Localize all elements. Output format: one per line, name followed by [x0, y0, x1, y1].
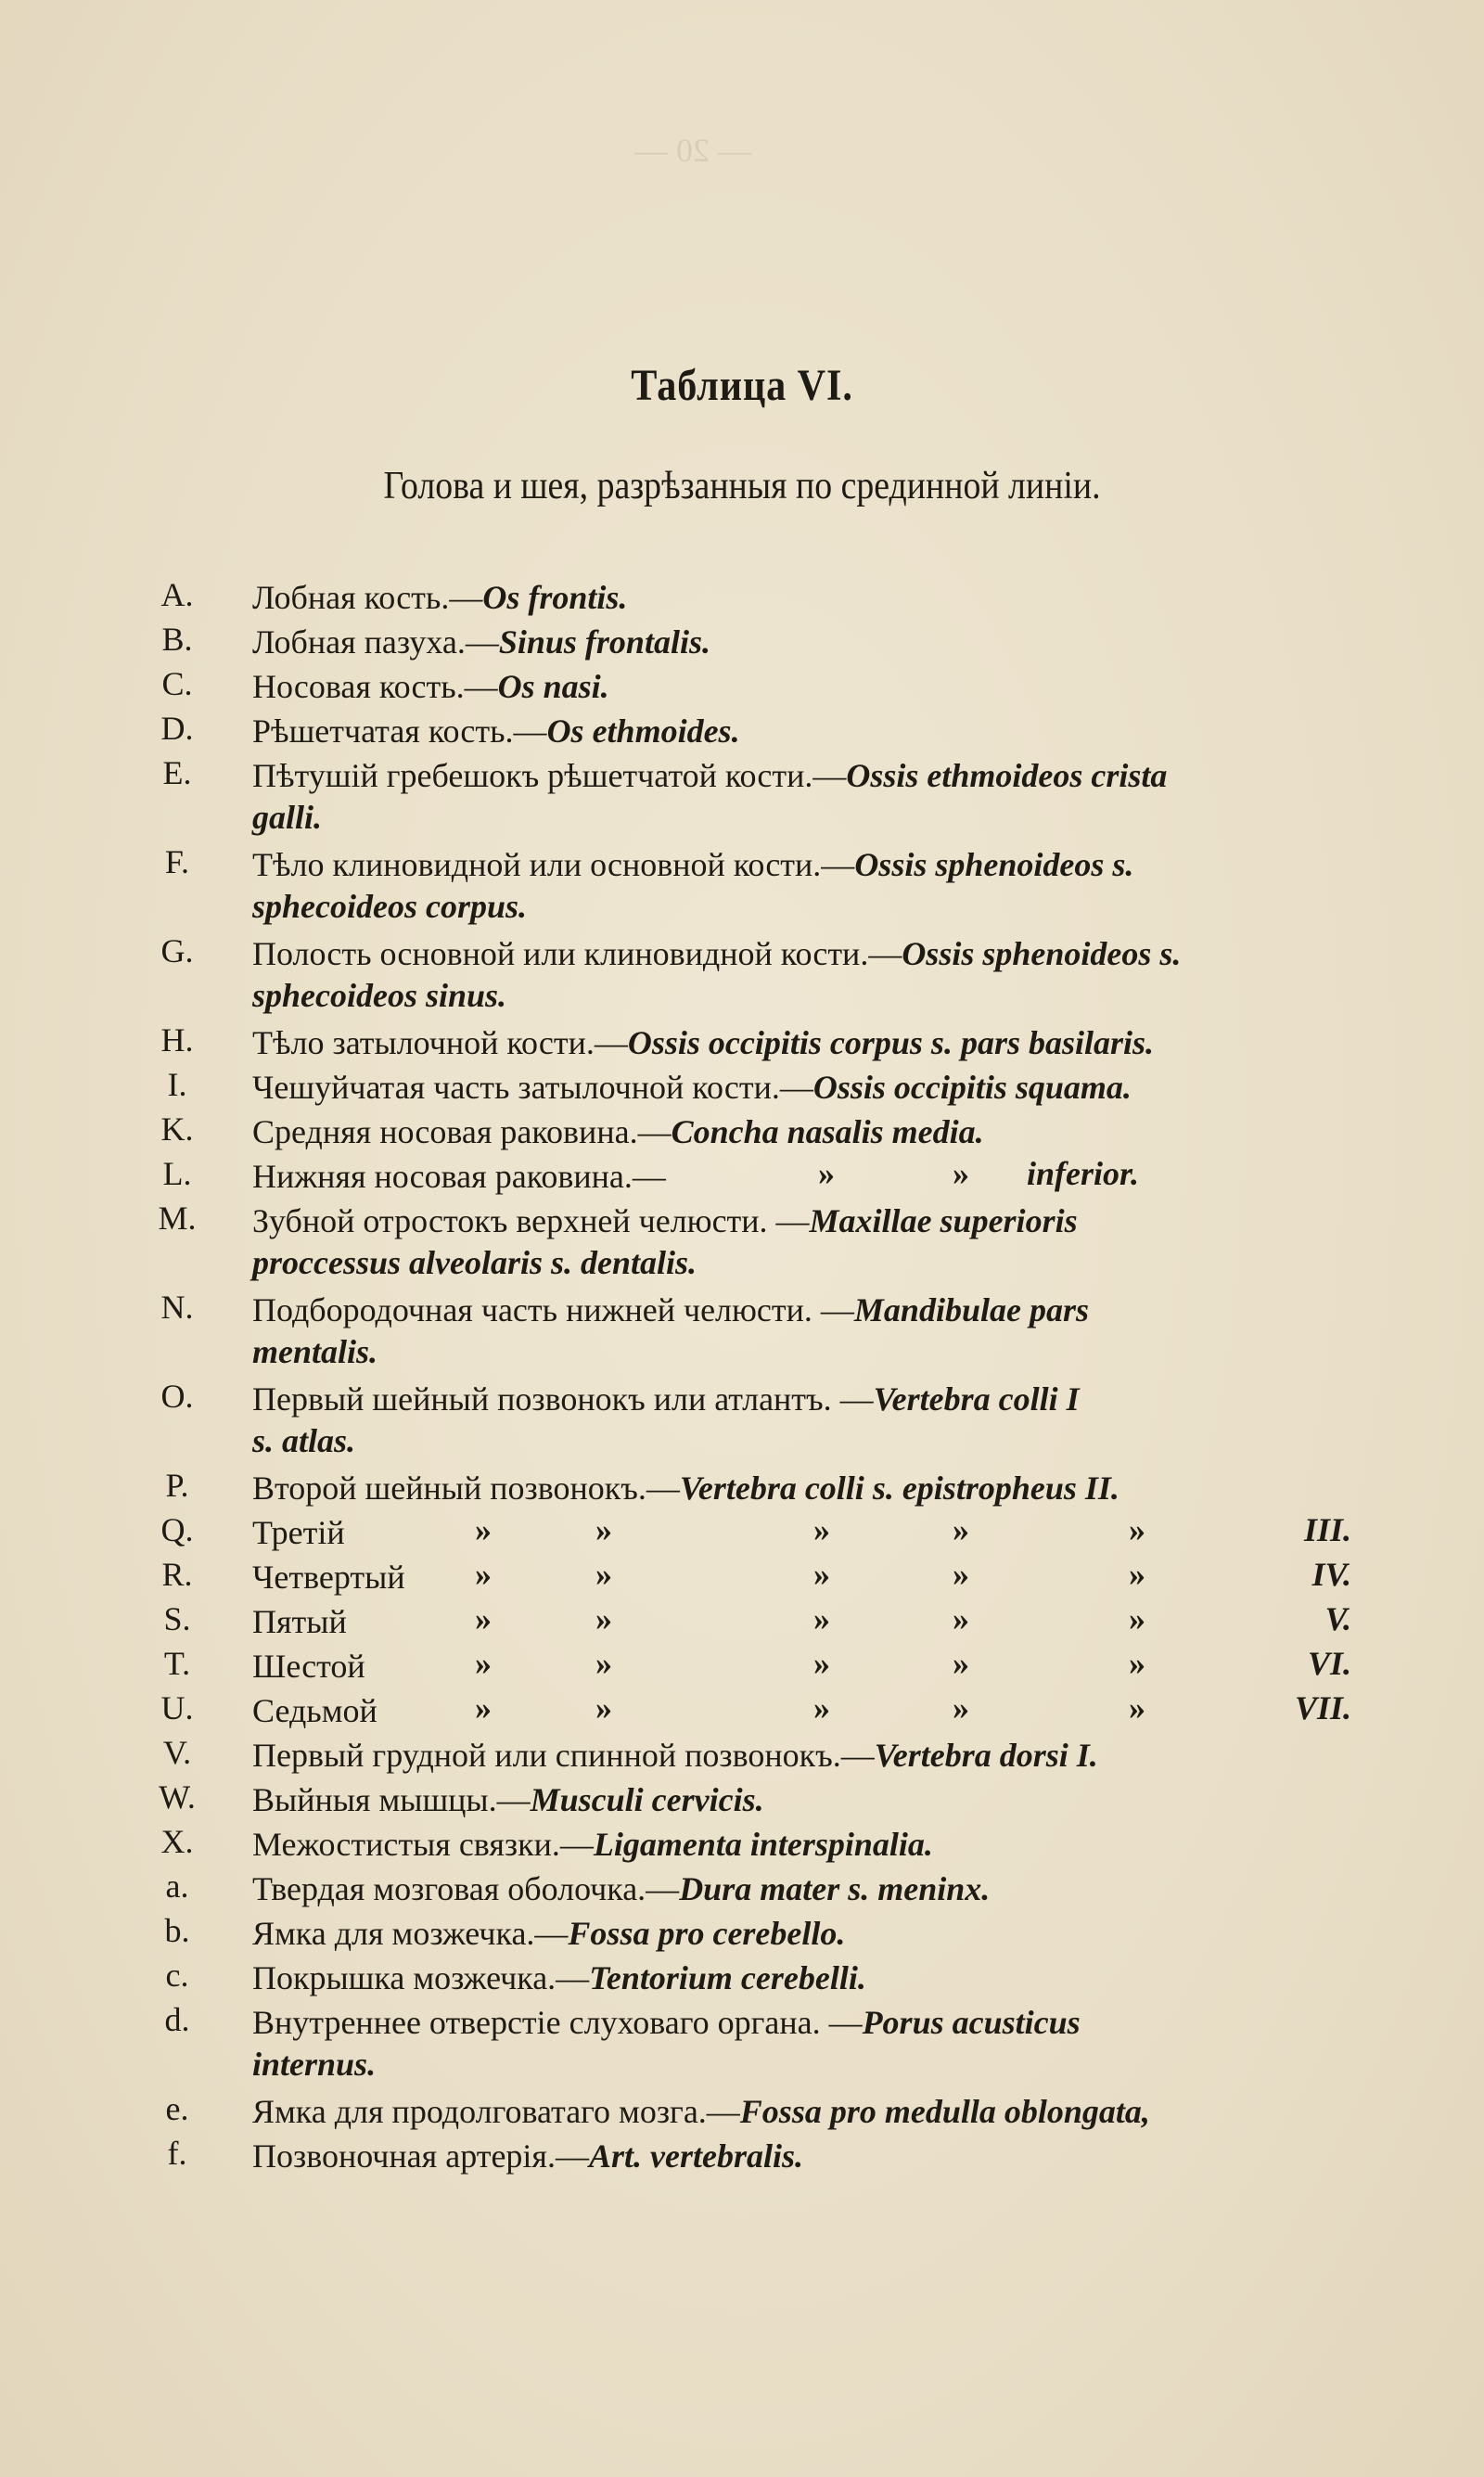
- ditto-marks: [252, 1154, 1351, 1199]
- entry-letter: A.: [160, 576, 194, 613]
- entry-russian-name: Рѣшетчатая кость.—: [252, 712, 547, 750]
- entry-latin-name: Dura mater s. meninx.: [679, 1870, 991, 1907]
- entry-russian-name: Четвертый: [252, 1559, 405, 1596]
- ditto-mark: »: [1129, 1600, 1145, 1637]
- entry-continuation: sphecoideos corpus.: [252, 888, 527, 925]
- entry-russian-name: Зубной отростокъ верхней челюсти. —: [252, 1202, 810, 1239]
- entry-continuation: internus.: [252, 2046, 377, 2083]
- entry-continuation: mentalis.: [252, 1333, 378, 1370]
- entry-russian-name: Тѣло затылочной кости.—: [252, 1024, 628, 1061]
- ditto-mark: »: [813, 1556, 830, 1593]
- entry-text: [252, 1733, 1351, 1778]
- entry-letter: H.: [160, 1021, 194, 1059]
- entry-text: [252, 1867, 1351, 1911]
- entry-russian-name: Второй шейный позвонокъ.—: [252, 1470, 680, 1507]
- entry-text: [252, 1199, 1351, 1243]
- ditto-mark: »: [475, 1511, 492, 1548]
- entry-letter: I.: [167, 1066, 187, 1103]
- entry-latin-name: Vertebra colli s. epistropheus II.: [679, 1470, 1119, 1507]
- entry-latin-name: Vertebra dorsi I.: [874, 1737, 1098, 1774]
- entry-letter: M.: [158, 1200, 197, 1237]
- ditto-marks: [252, 1510, 1351, 1555]
- entry-latin-name: Os ethmoides.: [546, 712, 740, 750]
- entry-letter: B.: [161, 621, 193, 658]
- entry-letter: G.: [160, 932, 194, 969]
- entry-latin-name: Fossa pro medulla oblongata,: [739, 2093, 1150, 2130]
- entry-latin-name: Fossa pro cerebello.: [568, 1915, 846, 1952]
- bleed-page-number: — 20 —: [634, 132, 751, 169]
- ditto-mark: »: [953, 1689, 969, 1726]
- entry-letter: a.: [165, 1867, 189, 1905]
- entry-text: [252, 2134, 1351, 2178]
- ditto-mark: »: [813, 1689, 830, 1726]
- entry-latin-name: Ligamenta interspinalia.: [593, 1826, 933, 1863]
- entry-text: [252, 1778, 1351, 1822]
- ditto-mark: »: [813, 1600, 830, 1637]
- entry-latin-name: Porus acusticus: [862, 2004, 1081, 2041]
- entry-russian-name: Лобная кость.—: [252, 579, 483, 616]
- entry-letter: D.: [160, 710, 194, 747]
- entry-russian-name: Седьмой: [252, 1692, 377, 1729]
- ditto-tail: inferior.: [1027, 1155, 1140, 1192]
- entry-latin-name: Ossis occipitis corpus s. pars basilaris.: [627, 1024, 1154, 1061]
- entry-continuation: galli.: [252, 799, 323, 836]
- entry-text: [252, 1065, 1351, 1110]
- ditto-mark: »: [953, 1645, 969, 1682]
- entry-russian-name: Чешуйчатая часть затылочной кости.—: [252, 1069, 813, 1106]
- entry-letter: U.: [160, 1689, 194, 1726]
- entry-latin-name: Concha nasalis media.: [671, 1113, 984, 1150]
- ditto-tail: VII.: [1294, 1689, 1351, 1726]
- ditto-mark: »: [953, 1511, 969, 1548]
- entry-latin-name: Ossis sphenoideos s.: [854, 846, 1134, 883]
- entry-latin-name: Vertebra colli I: [873, 1380, 1080, 1418]
- entry-letter: K.: [160, 1110, 194, 1148]
- entry-letter: O.: [160, 1378, 194, 1415]
- entry-russian-name: Тѣло клиновидной или основной кости.—: [252, 846, 855, 883]
- entry-russian-name: Пятый: [252, 1603, 347, 1640]
- entry-text: [252, 1466, 1351, 1510]
- entry-letter: X.: [160, 1823, 194, 1860]
- ditto-tail: VI.: [1307, 1645, 1351, 1682]
- entry-russian-name: Шестой: [252, 1648, 365, 1685]
- ditto-mark: »: [953, 1556, 969, 1593]
- entry-russian-name: Носовая кость.—: [252, 668, 498, 705]
- entry-latin-name: Os nasi.: [497, 668, 609, 705]
- entry-text: [252, 1020, 1351, 1065]
- entry-letter: e.: [165, 2090, 189, 2127]
- entry-text: [252, 2000, 1351, 2045]
- entry-text: [252, 753, 1351, 798]
- entry-russian-name: Полость основной или клиновидной кости.—: [252, 935, 902, 972]
- ditto-mark: »: [595, 1511, 612, 1548]
- entry-letter: L.: [162, 1155, 192, 1192]
- entry-latin-name: Ossis ethmoideos crista: [846, 757, 1168, 794]
- bleed-through-text: [139, 130, 1345, 171]
- entry-russian-name: Первый шейный позвонокъ или атлантъ. —: [252, 1380, 874, 1418]
- ditto-mark: »: [475, 1556, 492, 1593]
- entry-text: [252, 1911, 1351, 1956]
- entry-russian-name: Третій: [252, 1514, 345, 1551]
- entry-text: [252, 664, 1351, 709]
- ditto-mark: »: [595, 1600, 612, 1637]
- entry-continuation: sphecoideos sinus.: [252, 977, 507, 1014]
- entry-letter: T.: [163, 1645, 191, 1682]
- entry-letter: N.: [160, 1289, 194, 1326]
- ditto-mark: »: [813, 1511, 830, 1548]
- entry-text: [252, 842, 1351, 887]
- entry-letter: E.: [162, 754, 192, 791]
- entry-latin-name: Art. vertebralis.: [589, 2137, 803, 2175]
- entry-letter: S.: [163, 1600, 191, 1637]
- entry-russian-name: Внутреннее отверстіе слуховаго органа. —: [252, 2004, 863, 2041]
- entry-russian-name: Первый грудной или спинной позвонокъ.—: [252, 1737, 875, 1774]
- entry-letter: c.: [165, 1957, 189, 1994]
- entry-russian-name: Межостистыя связки.—: [252, 1826, 594, 1863]
- entry-letter: R.: [161, 1556, 193, 1593]
- ditto-mark: »: [1129, 1556, 1145, 1593]
- entry-russian-name: Средняя носовая раковина.—: [252, 1113, 672, 1150]
- entry-letter: d.: [164, 2001, 190, 2038]
- entry-text: [252, 709, 1351, 753]
- entry-latin-name: Os frontis.: [482, 579, 628, 616]
- ditto-mark: »: [595, 1689, 612, 1726]
- entry-letter: V.: [162, 1734, 192, 1771]
- entry-letter: C.: [161, 665, 193, 702]
- entry-russian-name: Нижняя носовая раковина.—: [252, 1158, 666, 1195]
- page-subtitle: Голова и шея, разрѣзанныя по срединной линіи.: [383, 465, 1101, 507]
- entry-latin-name: Tentorium cerebelli.: [589, 1959, 866, 1996]
- entry-letter: P.: [165, 1467, 189, 1504]
- entry-text: [252, 1956, 1351, 2000]
- ditto-mark: »: [475, 1600, 492, 1637]
- entry-latin-name: Musculi cervicis.: [530, 1781, 764, 1818]
- entry-russian-name: Подбородочная часть нижней челюсти. —: [252, 1291, 854, 1328]
- page-title: Таблица VI.: [631, 361, 853, 410]
- entry-text: [252, 1288, 1351, 1332]
- entry-russian-name: Ямка для продолговатаго мозга.—: [252, 2093, 740, 2130]
- entry-russian-name: Покрышка мозжечка.—: [252, 1959, 590, 1996]
- entry-letter: W.: [159, 1778, 196, 1816]
- entry-russian-name: Позвоночная артерія.—: [252, 2137, 589, 2175]
- entry-text: [252, 2089, 1351, 2134]
- entry-letter: f.: [167, 2135, 187, 2172]
- ditto-mark: »: [475, 1645, 492, 1682]
- ditto-mark: »: [1129, 1511, 1145, 1548]
- entry-latin-name: Sinus frontalis.: [498, 623, 710, 661]
- entry-letter: b.: [164, 1912, 190, 1949]
- ditto-tail: IV.: [1311, 1556, 1351, 1593]
- entry-text: [252, 1110, 1351, 1154]
- ditto-mark: »: [475, 1689, 492, 1726]
- entry-text: [252, 1822, 1351, 1867]
- entry-letter: F.: [164, 843, 190, 880]
- entry-letter: Q.: [160, 1511, 194, 1548]
- entry-russian-name: Пѣтушій гребешокъ рѣшетчатой кости.—: [252, 757, 847, 794]
- entry-russian-name: Твердая мозговая оболочка.—: [252, 1870, 680, 1907]
- ditto-marks: [252, 1644, 1351, 1688]
- entry-text: [252, 620, 1351, 664]
- entry-continuation: s. atlas.: [252, 1422, 356, 1459]
- ditto-mark: »: [813, 1645, 830, 1682]
- ditto-mark: »: [953, 1155, 969, 1192]
- ditto-tail: V.: [1324, 1600, 1351, 1637]
- entry-text: [252, 1377, 1351, 1421]
- ditto-mark: »: [818, 1155, 835, 1192]
- entry-russian-name: Выйныя мышцы.—: [252, 1781, 531, 1818]
- entry-continuation: proccessus alveolaris s. dentalis.: [252, 1244, 697, 1281]
- entry-russian-name: Ямка для мозжечка.—: [252, 1915, 569, 1952]
- entry-russian-name: Лобная пазуха.—: [252, 623, 499, 661]
- entry-latin-name: Maxillae superioris: [809, 1202, 1078, 1239]
- ditto-mark: »: [595, 1645, 612, 1682]
- ditto-mark: »: [1129, 1689, 1145, 1726]
- ditto-marks: [252, 1688, 1351, 1733]
- entry-latin-name: Ossis occipitis squama.: [812, 1069, 1132, 1106]
- entry-latin-name: Mandibulae pars: [853, 1291, 1089, 1328]
- entry-text: [252, 575, 1351, 620]
- ditto-marks: [252, 1555, 1351, 1599]
- entry-text: [252, 931, 1351, 976]
- ditto-marks: [252, 1599, 1351, 1644]
- entry-latin-name: Ossis sphenoideos s.: [902, 935, 1182, 972]
- ditto-mark: »: [595, 1556, 612, 1593]
- ditto-tail: III.: [1303, 1511, 1351, 1548]
- ditto-mark: »: [953, 1600, 969, 1637]
- ditto-mark: »: [1129, 1645, 1145, 1682]
